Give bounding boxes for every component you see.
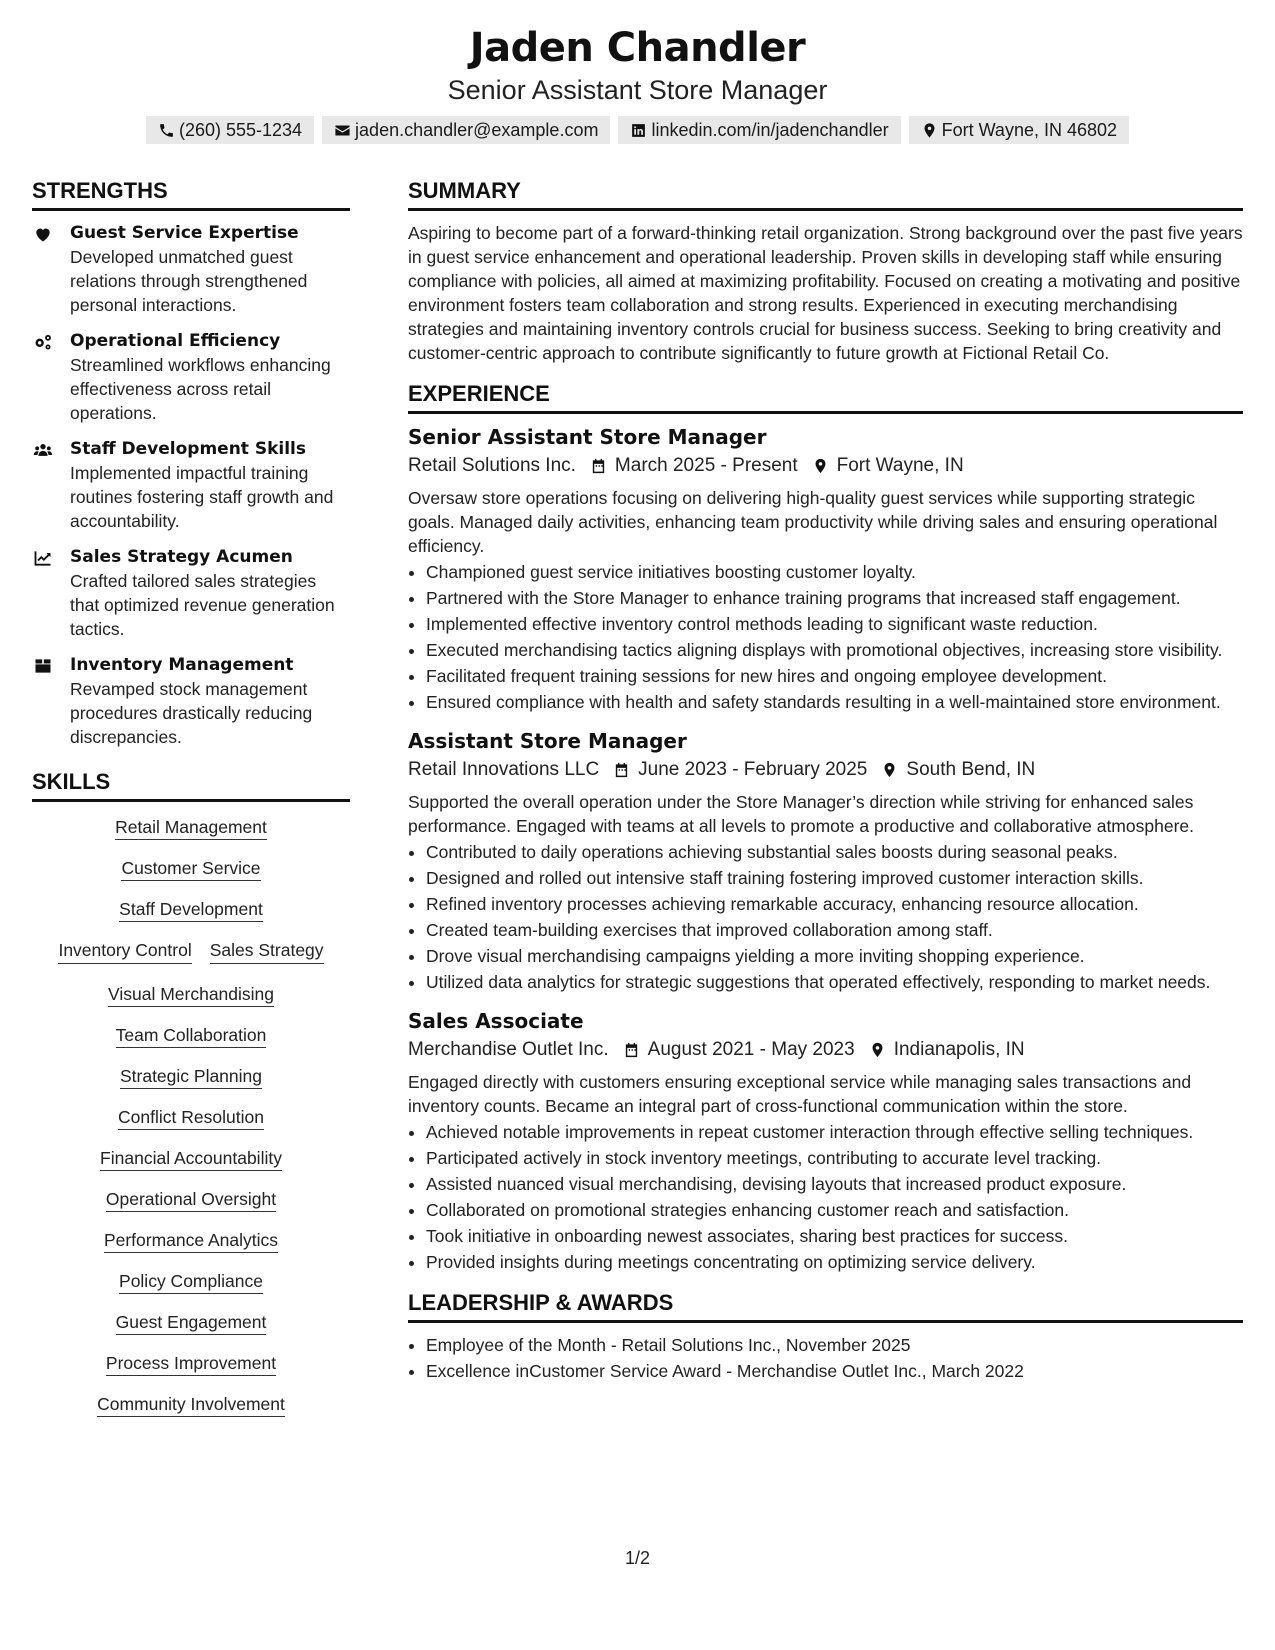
job-meta <box>408 756 1243 784</box>
job-bullets <box>408 1120 1243 1274</box>
skill-row <box>32 1024 350 1046</box>
skill-tag: Strategic Planning <box>120 1066 262 1089</box>
users-icon <box>32 440 54 460</box>
contact-location[interactable] <box>909 116 1129 144</box>
summary-heading: SUMMARY <box>408 176 1243 211</box>
job-bullet: • Championed guest service initiatives boosting customer loyalty. <box>426 560 1243 584</box>
job-title: Senior Assistant Store Manager <box>408 425 767 449</box>
skill-row <box>32 1147 350 1169</box>
awards-heading: LEADERSHIP & AWARDS <box>408 1288 1243 1323</box>
skill-tag: Community Involvement <box>97 1394 285 1417</box>
strengths-list <box>32 221 350 749</box>
job-bullets <box>408 560 1243 714</box>
strength-title: Inventory Management <box>70 655 294 675</box>
skills-list <box>32 812 350 1415</box>
calendar-icon <box>613 761 630 779</box>
job-bullet: • Facilitated frequent training sessions for new hires and ongoing employee development. <box>426 664 1243 688</box>
job-bullet: • Partnered with the Store Manager to enhance training programs that increased staff engagement. <box>426 586 1243 610</box>
map-pin-icon <box>812 457 829 475</box>
job-bullet: • Designed and rolled out intensive staff training fostering improved customer interaction skills. <box>426 866 1243 890</box>
awards-list <box>408 1333 1243 1383</box>
strength-item <box>32 221 350 317</box>
location-text: Fort Wayne, IN 46802 <box>941 120 1118 140</box>
skill-tag: Retail Management <box>115 817 267 840</box>
job-bullet: • Collaborated on promotional strategies enhancing customer reach and satisfaction. <box>426 1198 1243 1222</box>
skill-row <box>32 898 350 920</box>
skill-row <box>32 816 350 838</box>
strength-title: Operational Efficiency <box>70 331 281 351</box>
contact-email[interactable] <box>322 116 610 144</box>
job-company: Retail Solutions Inc. <box>408 455 576 476</box>
job-entry <box>408 1008 1243 1274</box>
contact-phone[interactable] <box>146 116 314 144</box>
phone-text: (260) 555-1234 <box>178 120 303 140</box>
job-dates: March 2025 - Present <box>614 455 798 476</box>
job-title: Sales Associate <box>408 1009 584 1033</box>
calendar-icon <box>623 1041 640 1059</box>
skill-row <box>32 1393 350 1415</box>
job-bullet: • Drove visual merchandising campaigns yielding a more inviting shopping experience. <box>426 944 1243 968</box>
job-location: South Bend, IN <box>906 759 1036 780</box>
job-entry <box>408 728 1243 994</box>
strength-title: Staff Development Skills <box>70 439 306 459</box>
job-location: Indianapolis, IN <box>893 1039 1025 1060</box>
chart-line-icon <box>32 548 54 568</box>
job-location: Fort Wayne, IN <box>836 455 964 476</box>
box-icon <box>32 656 54 676</box>
skill-tag: Policy Compliance <box>119 1271 263 1294</box>
strength-description: Implemented impactful training routines fostering staff growth and accountability. <box>70 463 334 531</box>
gears-icon <box>32 332 54 352</box>
contact-bar <box>0 116 1275 144</box>
skill-row <box>32 1065 350 1087</box>
skill-row <box>32 1270 350 1292</box>
strength-item <box>32 653 350 749</box>
candidate-name: Jaden Chandler <box>469 25 806 71</box>
strength-item <box>32 545 350 641</box>
candidate-title: Senior Assistant Store Manager <box>447 75 828 105</box>
job-bullets <box>408 840 1243 994</box>
skill-tag: Conflict Resolution <box>118 1107 264 1130</box>
right-column <box>408 176 1243 1385</box>
linkedin-icon <box>630 122 647 139</box>
job-bullet: • Contributed to daily operations achieving substantial sales boosts during seasonal peaks. <box>426 840 1243 864</box>
heart-icon <box>32 224 54 244</box>
strength-item <box>32 437 350 533</box>
skill-tag: Customer Service <box>121 858 260 881</box>
summary-text: Aspiring to become part of a forward-thinking retail organization. Strong background over the past five years in guest service enhancement and operational leadership. Proven skills in developing staff while ensuring compliance with policies, all aimed at maximizing profitability. Focused on creating a motivating and positive environment fosters team collaboration and strong results. Experienced in executing merchandising strategies and maintaining inventory controls crucial for business success. Seeking to bring creativity and customer-centric approach to contribute significantly to future growth at Fictional Retail Co. <box>408 223 1243 363</box>
experience-heading: EXPERIENCE <box>408 379 1243 414</box>
skill-row <box>32 857 350 879</box>
job-description: Engaged directly with customers ensuring exceptional service while managing sales transactions and inventory counts. Became an integral part of cross-functional communication within the store. <box>408 1072 1192 1116</box>
skill-row <box>32 983 350 1005</box>
job-bullet: • Utilized data analytics for strategic suggestions that operated effectively, responding to market needs. <box>426 970 1243 994</box>
envelope-icon <box>334 122 351 139</box>
skill-tag: Staff Development <box>119 899 263 922</box>
page-number: 1/2 <box>624 1548 651 1568</box>
strength-description: Revamped stock management procedures drastically reducing discrepancies. <box>70 679 313 747</box>
left-column <box>32 176 350 1415</box>
job-bullet: • Assisted nuanced visual merchandising, devising layouts that increased product exposure. <box>426 1172 1243 1196</box>
strength-title: Guest Service Expertise <box>70 223 299 243</box>
skill-row <box>32 1311 350 1333</box>
job-description: Oversaw store operations focusing on delivering high-quality guest services while supporting strategic goals. Managed daily activities, enhancing team productivity while driving sales and ensuring operational efficiency. <box>408 488 1218 556</box>
skill-tag: Process Improvement <box>106 1353 276 1376</box>
skill-tag: Performance Analytics <box>104 1230 278 1253</box>
strength-item <box>32 329 350 425</box>
job-bullet: • Created team-building exercises that improved collaboration among staff. <box>426 918 1243 942</box>
job-bullet: • Refined inventory processes achieving remarkable accuracy, enhancing resource allocation. <box>426 892 1243 916</box>
strength-title: Sales Strategy Acumen <box>70 547 293 567</box>
job-bullet: • Executed merchandising tactics aligning displays with promotional objectives, increasing store visibility. <box>426 638 1243 662</box>
calendar-icon <box>590 457 607 475</box>
map-pin-icon <box>881 761 898 779</box>
skill-row <box>32 1229 350 1251</box>
linkedin-text: linkedin.com/in/jadenchandler <box>651 120 889 140</box>
skill-tag: Sales Strategy <box>210 939 324 964</box>
job-bullet: • Implemented effective inventory control methods leading to significant waste reduction. <box>426 612 1243 636</box>
job-entry <box>408 424 1243 714</box>
skill-tag: Visual Merchandising <box>108 984 274 1007</box>
email-text: jaden.chandler@example.com <box>355 120 599 140</box>
job-meta <box>408 452 1243 480</box>
resume-body <box>32 176 1243 1415</box>
strengths-heading: STRENGTHS <box>32 176 350 211</box>
skill-tag: Operational Oversight <box>106 1189 276 1212</box>
resume-header <box>0 0 1275 144</box>
job-bullet: • Participated actively in stock inventory meetings, contributing to accurate level tracking. <box>426 1146 1243 1170</box>
strength-description: Streamlined workflows enhancing effectiveness across retail operations. <box>70 355 331 423</box>
job-meta <box>408 1036 1243 1064</box>
job-bullet: • Took initiative in onboarding newest associates, sharing best practices for success. <box>426 1224 1243 1248</box>
job-bullet: • Achieved notable improvements in repeat customer interaction through effective selling techniques. <box>426 1120 1243 1144</box>
job-company: Merchandise Outlet Inc. <box>408 1039 609 1060</box>
job-bullet: • Provided insights during meetings concentrating on optimizing service delivery. <box>426 1250 1243 1274</box>
map-pin-icon <box>869 1041 886 1059</box>
phone-icon <box>158 122 175 139</box>
skill-tag: Guest Engagement <box>116 1312 267 1335</box>
job-description: Supported the overall operation under the Store Manager’s direction while striving for enhanced sales performance. Engaged with teams at all levels to promote a productive and collaborative atmosphere. <box>408 792 1194 836</box>
job-company: Retail Innovations LLC <box>408 759 600 780</box>
strength-description: Crafted tailored sales strategies that optimized revenue generation tactics. <box>70 571 335 639</box>
award-item: • Employee of the Month - Retail Solutions Inc., November 2025 <box>426 1333 1243 1357</box>
job-bullet: • Ensured compliance with health and safety standards resulting in a well-maintained store environment. <box>426 690 1243 714</box>
skill-tag: Inventory Control <box>58 939 191 964</box>
job-title: Assistant Store Manager <box>408 729 687 753</box>
skill-row <box>32 1106 350 1128</box>
job-dates: June 2023 - February 2025 <box>638 759 868 780</box>
map-pin-icon <box>921 122 938 139</box>
skill-tag: Team Collaboration <box>116 1025 267 1048</box>
skill-tag: Financial Accountability <box>100 1148 282 1171</box>
contact-linkedin[interactable] <box>618 116 900 144</box>
skills-heading: SKILLS <box>32 767 350 802</box>
skill-row <box>32 1352 350 1374</box>
award-item: • Excellence inCustomer Service Award - Merchandise Outlet Inc., March 2022 <box>426 1359 1243 1383</box>
skill-row <box>32 1188 350 1210</box>
job-dates: August 2021 - May 2023 <box>647 1039 855 1060</box>
strength-description: Developed unmatched guest relations through strengthened personal interactions. <box>70 247 308 315</box>
